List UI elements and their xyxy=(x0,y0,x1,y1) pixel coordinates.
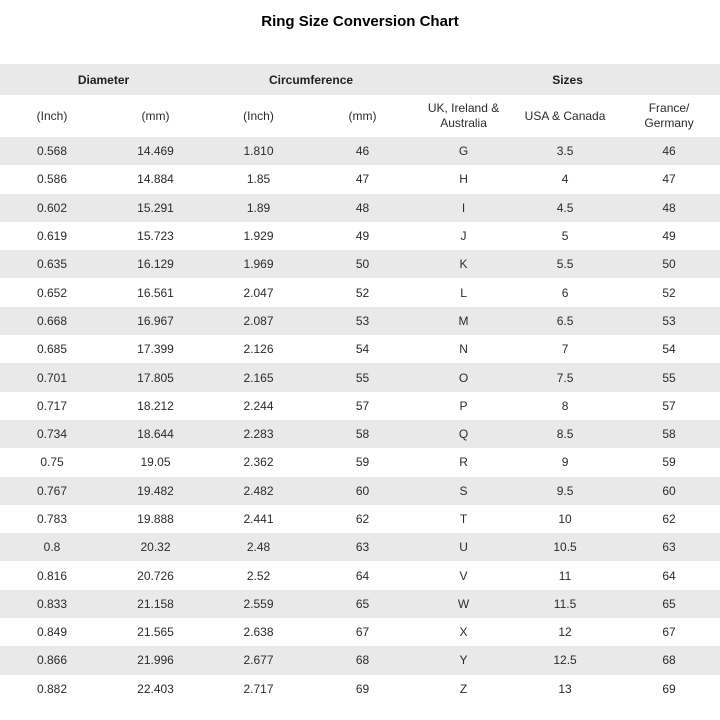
column-header-circumference-inch: (Inch) xyxy=(243,108,274,123)
table-cell: 67 xyxy=(662,625,676,640)
table-cell: Y xyxy=(459,653,468,668)
table-cell: 2.441 xyxy=(243,512,274,526)
table-cell: Z xyxy=(459,681,468,696)
table-cell: W xyxy=(457,596,470,611)
table-cell: 52 xyxy=(662,285,676,300)
table-cell: 21.565 xyxy=(137,625,174,640)
table-cell: 62 xyxy=(355,512,370,526)
table-cell: 0.8 xyxy=(43,540,61,555)
table-cell: 46 xyxy=(662,144,676,159)
table-row xyxy=(0,448,720,476)
table-body xyxy=(0,137,720,703)
table-cell: 0.866 xyxy=(36,653,68,668)
table-cell: 3.5 xyxy=(556,144,574,159)
table-cell: 53 xyxy=(662,313,676,328)
table-cell: 0.849 xyxy=(36,625,68,640)
table-cell: 0.882 xyxy=(36,681,68,696)
table-cell: 59 xyxy=(355,455,370,470)
table-cell: 2.482 xyxy=(243,483,274,498)
table-cell: 0.635 xyxy=(36,257,68,272)
column-header-diameter-mm: (mm) xyxy=(141,108,170,123)
table-cell: 6 xyxy=(561,285,569,300)
table-row xyxy=(0,477,720,505)
table-cell: 11 xyxy=(558,568,572,583)
page-title: Ring Size Conversion Chart xyxy=(261,13,459,30)
table-cell: 64 xyxy=(355,568,370,583)
table-cell: 1.89 xyxy=(246,200,271,215)
column-header-circumference-mm: (mm) xyxy=(348,108,377,123)
group-header-row xyxy=(0,64,720,95)
table-cell: 2.559 xyxy=(243,596,274,611)
table-cell: 57 xyxy=(355,398,370,413)
table-row xyxy=(0,250,720,278)
table-cell: 0.816 xyxy=(36,568,68,583)
group-header-sizes: Sizes xyxy=(415,64,720,95)
table-row xyxy=(0,278,720,306)
table-cell: 0.652 xyxy=(36,285,68,300)
table-cell: 60 xyxy=(662,483,676,498)
table-cell: 21.996 xyxy=(137,653,174,668)
table-cell: 11.5 xyxy=(553,596,577,611)
table-cell: S xyxy=(459,483,468,498)
table-cell: 68 xyxy=(662,653,676,668)
table-cell: 2.48 xyxy=(246,540,271,555)
table-cell: 19.888 xyxy=(137,512,174,526)
table-cell: 22.403 xyxy=(137,681,174,696)
table-row xyxy=(0,533,720,561)
table-cell: 53 xyxy=(355,313,370,328)
table-cell: J xyxy=(460,229,467,244)
table-cell: 16.129 xyxy=(137,257,174,272)
table-cell: V xyxy=(459,568,468,583)
table-cell: X xyxy=(459,625,468,640)
table-row xyxy=(0,646,720,674)
table-cell: 54 xyxy=(355,342,370,357)
table-row xyxy=(0,222,720,250)
table-cell: 2.087 xyxy=(243,313,274,328)
table-cell: 7.5 xyxy=(556,370,574,385)
table-cell: 69 xyxy=(662,681,676,696)
table-cell: 0.833 xyxy=(36,596,68,611)
table-cell: 49 xyxy=(662,229,676,244)
table-cell: 54 xyxy=(662,342,676,357)
table-cell: 63 xyxy=(662,540,676,555)
table-cell: 0.586 xyxy=(36,172,68,187)
table-cell: 15.723 xyxy=(137,229,174,244)
table-cell: 6.5 xyxy=(556,313,574,328)
table-cell: 16.561 xyxy=(137,285,174,300)
table-cell: 8 xyxy=(561,398,569,413)
table-cell: 7 xyxy=(561,342,569,357)
table-cell: 50 xyxy=(355,257,370,272)
table-cell: G xyxy=(458,144,469,159)
table-cell: 20.32 xyxy=(140,540,171,555)
table-row xyxy=(0,335,720,363)
table-cell: O xyxy=(458,370,469,385)
table-cell: 13 xyxy=(558,681,572,696)
table-cell: 14.469 xyxy=(137,144,174,159)
table-cell: 18.644 xyxy=(137,427,174,442)
table-cell: 60 xyxy=(355,483,370,498)
table-cell: 2.244 xyxy=(243,398,274,413)
table-cell: 0.602 xyxy=(36,200,68,215)
table-cell: 2.717 xyxy=(243,681,274,696)
table-cell: R xyxy=(459,455,468,470)
table-cell: 2.677 xyxy=(243,653,274,668)
table-row xyxy=(0,165,720,193)
table-cell: 8.5 xyxy=(556,427,574,442)
table-cell: 0.75 xyxy=(40,455,64,470)
table-row xyxy=(0,505,720,533)
table-cell: 0.717 xyxy=(36,398,68,413)
table-cell: 17.399 xyxy=(137,342,174,357)
table-cell: 46 xyxy=(355,144,370,159)
table-cell: 0.783 xyxy=(36,512,68,526)
table-cell: 65 xyxy=(662,596,676,611)
table-cell: 57 xyxy=(662,398,676,413)
table-cell: 12.5 xyxy=(553,653,577,668)
table-cell: 55 xyxy=(355,370,370,385)
table-cell: 0.668 xyxy=(36,313,68,328)
column-header-diameter-inch: (Inch) xyxy=(36,108,68,123)
table-cell: 4 xyxy=(561,172,569,187)
table-cell: 14.884 xyxy=(137,172,174,187)
table-cell: 58 xyxy=(662,427,676,442)
column-header-usa-canada: USA & Canada xyxy=(524,108,606,123)
table-cell: 67 xyxy=(355,625,370,640)
table-cell: 2.047 xyxy=(243,285,274,300)
table-cell: 2.362 xyxy=(243,455,274,470)
table-cell: 20.726 xyxy=(137,568,174,583)
table-cell: 48 xyxy=(355,200,370,215)
table-cell: 50 xyxy=(662,257,676,272)
table-cell: K xyxy=(459,257,468,272)
table-row xyxy=(0,420,720,448)
column-header-uk-ireland-australia: UK, Ireland & Australia xyxy=(427,101,500,130)
table-cell: 64 xyxy=(662,568,676,583)
table-cell: 9.5 xyxy=(556,483,574,498)
table-cell: L xyxy=(460,285,467,300)
column-header-row xyxy=(0,95,720,137)
table-cell: 0.767 xyxy=(36,483,68,498)
table-cell: 1.810 xyxy=(243,144,274,159)
table-cell: 69 xyxy=(355,681,370,696)
table-row xyxy=(0,307,720,335)
table-cell: 2.638 xyxy=(243,625,274,640)
table-cell: 17.805 xyxy=(137,370,174,385)
table-cell: M xyxy=(458,313,469,328)
table-cell: 62 xyxy=(662,512,676,526)
table-cell: 0.619 xyxy=(36,229,68,244)
table-cell: 21.158 xyxy=(137,596,174,611)
table-cell: 10.5 xyxy=(553,540,577,555)
table-cell: I xyxy=(461,200,466,215)
table-cell: 55 xyxy=(662,370,676,385)
table-cell: 18.212 xyxy=(137,398,174,413)
table-cell: 1.929 xyxy=(243,229,274,244)
table-row xyxy=(0,590,720,618)
table-cell: 1.969 xyxy=(243,257,274,272)
table-cell: 2.126 xyxy=(243,342,274,357)
table-cell: U xyxy=(459,540,468,555)
table-row xyxy=(0,137,720,165)
table-cell: 0.568 xyxy=(36,144,68,159)
table-cell: 9 xyxy=(561,455,569,470)
table-cell: H xyxy=(459,172,468,187)
table-row xyxy=(0,194,720,222)
table-cell: 63 xyxy=(355,540,370,555)
group-header-diameter: Diameter xyxy=(0,64,207,95)
table-row xyxy=(0,363,720,391)
table-cell: 48 xyxy=(662,200,676,215)
table-cell: 58 xyxy=(355,427,370,442)
table-cell: 5 xyxy=(561,229,569,244)
table-cell: 19.482 xyxy=(137,483,174,498)
table-cell: 2.283 xyxy=(243,427,274,442)
table-cell: 68 xyxy=(355,653,370,668)
table-cell: P xyxy=(459,398,468,413)
table-cell: 59 xyxy=(662,455,676,470)
column-header-france-germany: France/ Germany xyxy=(644,101,694,130)
table-cell: 47 xyxy=(355,172,370,187)
table-cell: 10 xyxy=(558,512,572,526)
table-cell: 5.5 xyxy=(556,257,574,272)
table-cell: 0.701 xyxy=(36,370,68,385)
table-cell: Q xyxy=(458,427,469,442)
table-cell: 0.734 xyxy=(36,427,68,442)
table-row xyxy=(0,618,720,646)
table-cell: 0.685 xyxy=(36,342,68,357)
table-cell: 16.967 xyxy=(137,313,174,328)
table-cell: 52 xyxy=(355,285,370,300)
ring-size-conversion-table xyxy=(0,64,720,703)
table-row xyxy=(0,675,720,703)
table-cell: 1.85 xyxy=(246,172,271,187)
table-cell: 2.165 xyxy=(243,370,274,385)
group-header-circumference: Circumference xyxy=(207,64,415,95)
table-row xyxy=(0,561,720,589)
table-cell: 49 xyxy=(355,229,370,244)
table-cell: T xyxy=(459,512,468,526)
table-cell: 65 xyxy=(355,596,370,611)
table-cell: N xyxy=(459,342,468,357)
table-cell: 4.5 xyxy=(556,200,574,215)
table-cell: 2.52 xyxy=(246,568,271,583)
table-cell: 12 xyxy=(558,625,572,640)
table-cell: 19.05 xyxy=(140,455,171,470)
table-cell: 15.291 xyxy=(137,200,174,215)
table-cell: 47 xyxy=(662,172,676,187)
table-row xyxy=(0,392,720,420)
